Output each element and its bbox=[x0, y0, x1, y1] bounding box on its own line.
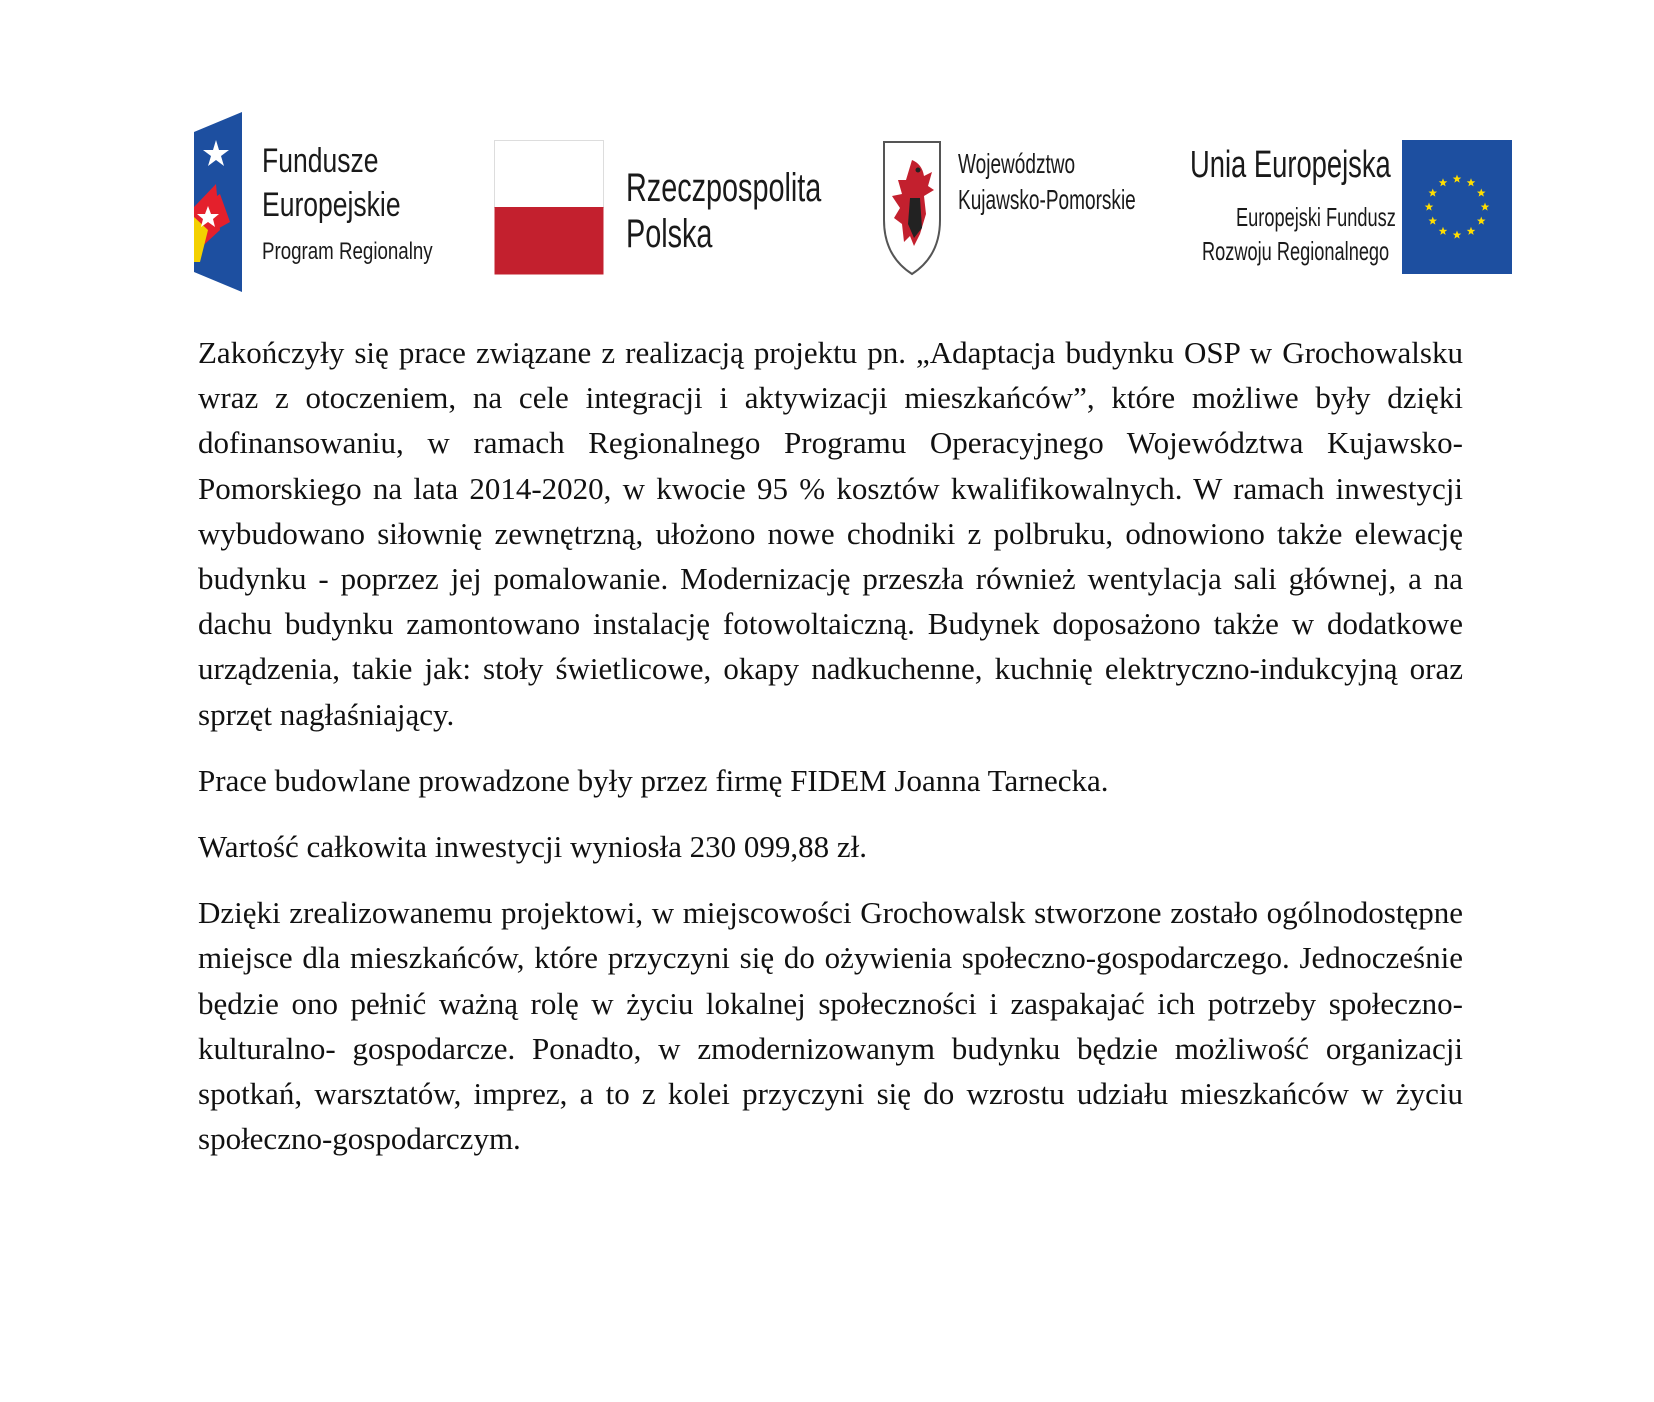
paragraph-contractor: Prace budowlane prowadzone były przez firmę FIDEM Joanna Tarnecka. bbox=[198, 762, 1109, 798]
fundusze-europejskie-logo bbox=[190, 112, 440, 292]
rp-line1: Rzeczpospolita bbox=[626, 166, 822, 210]
logo-bar bbox=[0, 0, 1654, 300]
fe-line3: Program Regionalny bbox=[262, 238, 433, 265]
unia-europejska-logo bbox=[1180, 140, 1520, 280]
paragraph-project-benefits: Dzięki zrealizowanemu projektowi, w miejscowości Grochowalsk stworzone zostało ogólnodostępne miejsce dla mieszkańców, które przyczyni się do ożywienia społeczno-gospodarczego. Jednocześnie będzie ono pełnić ważną rolę w życiu lokalnej społeczności i zaspakajać ich potrzeby społeczno-kulturalno- gospodarcze. Ponadto, w zmodernizowanym budynku będzie możliwość organizacji spotkań, warsztatów, imprez, a to z kolei przyczyni się do wzrostu udziału mieszkańców w życiu społeczno-gospodarczym. bbox=[198, 895, 1463, 1157]
eu-flag-icon bbox=[1402, 140, 1512, 274]
rzeczpospolita-polska-logo bbox=[494, 140, 824, 280]
fe-line1: Fundusze bbox=[262, 142, 379, 180]
eu-line2: Europejski Fundusz bbox=[1236, 202, 1396, 232]
kp-line1: Województwo bbox=[958, 148, 1076, 179]
eu-line3: Rozwoju Regionalnego bbox=[1202, 236, 1390, 266]
article-body bbox=[198, 330, 1463, 1182]
coat-of-arms-icon bbox=[880, 138, 944, 278]
kujawsko-pomorskie-logo bbox=[880, 138, 1140, 278]
kp-line2: Kujawsko-Pomorskie bbox=[958, 184, 1136, 215]
rp-line2: Polska bbox=[626, 212, 713, 256]
paragraph-project-summary: Zakończyły się prace związane z realizacją projektu pn. „Adaptacja budynku OSP w Grochowalsku wraz z otoczeniem, na cele integracji i aktywizacji mieszkańców”, które możliwe były dzięki dofinansowaniu, w ramach Regionalnego Programu Operacyjnego Województwa Kujawsko-Pomorskiego na lata 2014-2020, w kwocie 95 % kosztów kwalifikowalnych. W ramach inwestycji wybudowano siłownię zewnętrzną, ułożono nowe chodniki z polbruku, odnowiono także elewację budynku - poprzez jej pomalowanie. Modernizację przeszła również wentylacja sali głównej, a na dachu budynku zamontowano instalację fotowoltaiczną. Budynek doposażono także w dodatkowe urządzenia, takie jak: stoły świetlicowe, okapy nadkuchenne, kuchnię elektryczno-indukcyjną oraz sprzęt nagłaśniający. bbox=[198, 335, 1463, 732]
fe-emblem-icon bbox=[190, 112, 245, 292]
polish-flag-icon bbox=[494, 140, 604, 275]
eu-line1: Unia Europejska bbox=[1190, 144, 1391, 186]
fe-line2: Europejskie bbox=[262, 186, 401, 224]
paragraph-total-value: Wartość całkowita inwestycji wyniosła 230 099,88 zł. bbox=[198, 829, 868, 865]
